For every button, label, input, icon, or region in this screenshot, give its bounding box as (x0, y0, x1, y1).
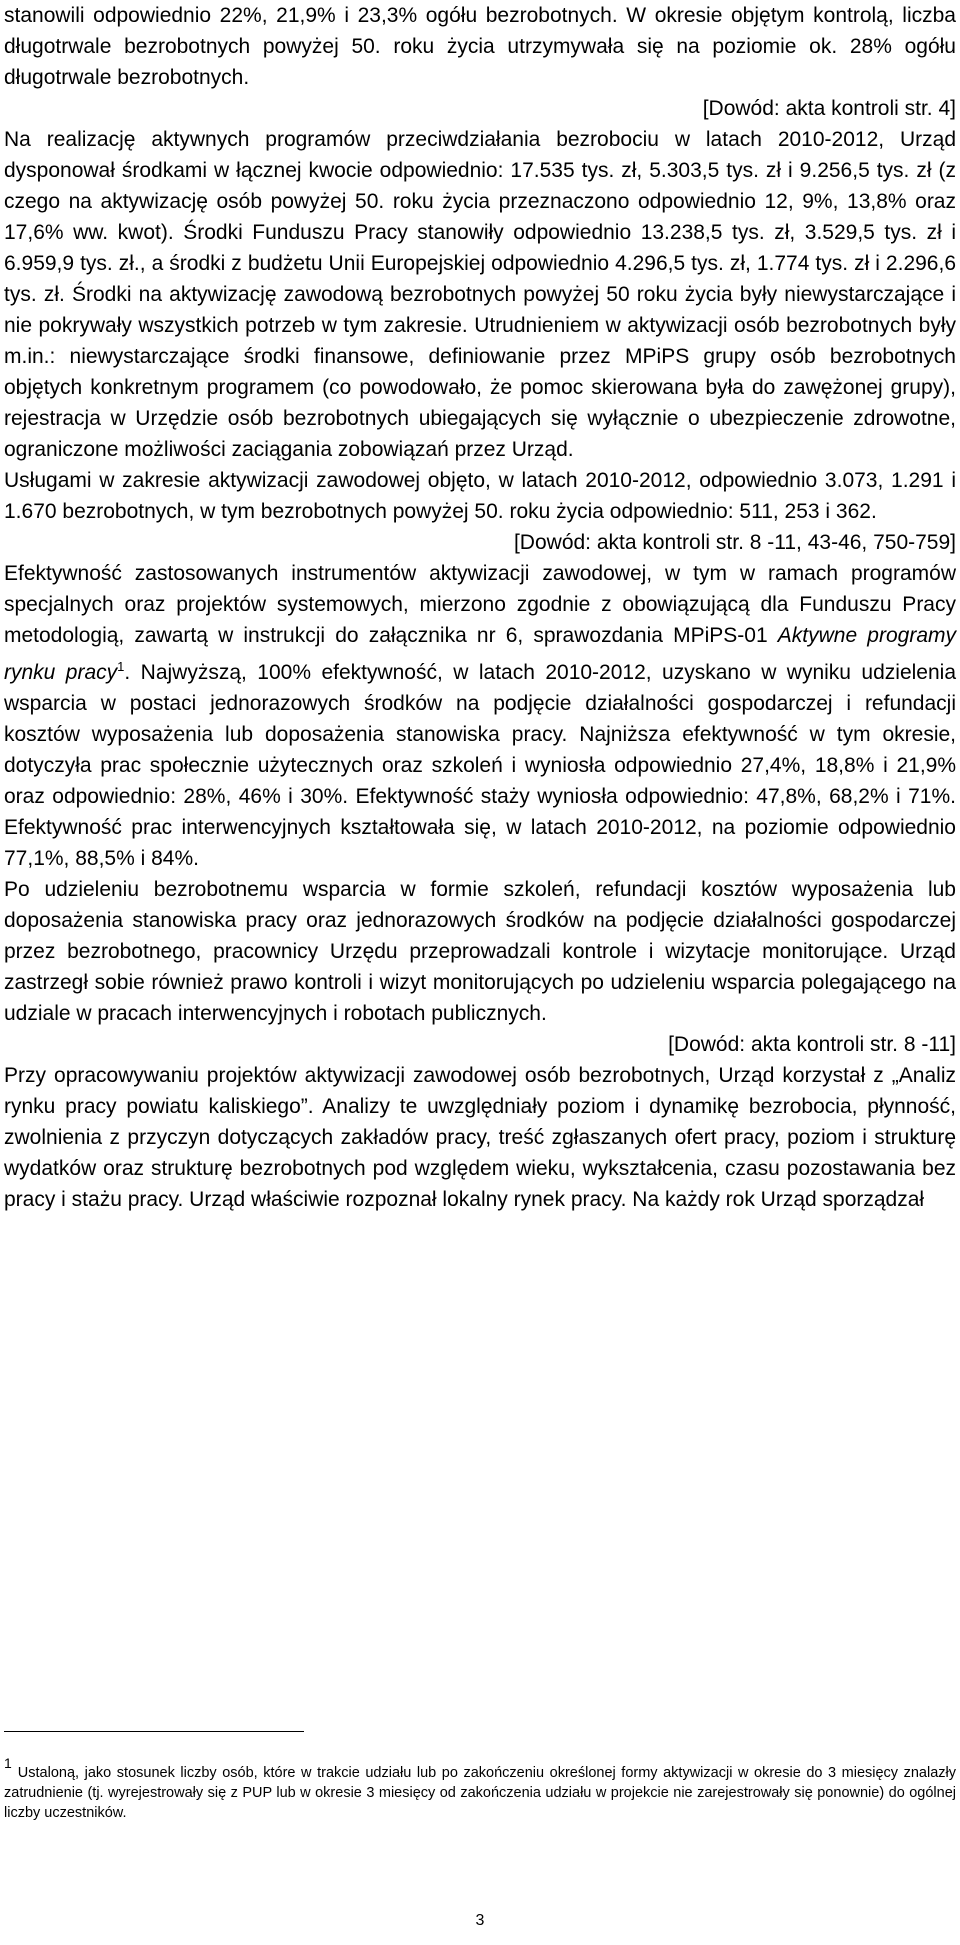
paragraph-services: Usługami w zakresie aktywizacji zawodowej objęto, w latach 2010-2012, odpowiednio 3.073, 1.291 i 1.670 bezrobotnych, w tym bezrobotnych powyżej 50. roku życia odpowiednio: 511, 253 i 362. (4, 469, 956, 523)
footnote-reference: 1 (117, 659, 125, 674)
evidence-reference: [Dowód: akta kontroli str. 8 -11, 43-46, 750-759] (513, 531, 956, 554)
paragraph-funding: Na realizację aktywnych programów przeciwdziałania bezrobociu w latach 2010-2012, Urząd dysponował środkami w łącznej kwocie odpowiednio: 17.535 tys. zł, 5.303,5 tys. zł i 9.256,5 tys. zł (z czego na aktywizację osób powyżej 50. roku życia przeznaczono odpowiednio 12, 9%, 13,8% oraz 17,6% ww. kwot). Środki Funduszu Pracy stanowiły odpowiednio 13.238,5 tys. zł, 3.529,5 tys. zł i 6.959,9 tys. zł., a środki z budżetu Unii Europejskiej odpowiednio 4.296,5 tys. zł, 1.774 tys. zł i 2.296,6 tys. zł. Środki na aktywizację zawodową bezrobotnych powyżej 50 roku życia były niewystarczające i nie pokrywały wszystkich potrzeb w tym zakresie. Utrudnieniem w aktywizacji osób bezrobotnych były m.in.: niewystarczające środki finansowe, definiowanie przez MPiPS grupy osób bezrobotnych objętych konkretnym programem (co powodowało, że pomoc skierowana była do zawężonej grupy), rejestracja w Urzędzie osób bezrobotnych ubiegających się wyłącznie o ubezpieczenie zdrowotne, ograniczone możliwości zaciągania zobowiązań przez Urząd. (4, 128, 956, 461)
footnote (4, 1756, 956, 1823)
footnote-separator (4, 1731, 304, 1732)
paragraph-monitoring: Po udzieleniu bezrobotnemu wsparcia w formie szkoleń, refundacji kosztów wyposażenia lub doposażenia stanowiska pracy oraz jednorazowych środków na podjęcie działalności gospodarczej przez bezrobotnego, pracownicy Urzędu przeprowadzali kontrole i wizytacje monitorujące. Urząd zastrzegł sobie również prawo kontroli i wizyt monitorujących po udzieleniu wsparcia polegającego na udziale w pracach interwencyjnych i robotach publicznych. (4, 878, 956, 1025)
paragraph-labour-market-analysis: Przy opracowywaniu projektów aktywizacji zawodowej osób bezrobotnych, Urząd korzystał z „Analiz rynku pracy powiatu kaliskiego”. Analizy te uwzględniały poziom i dynamikę bezrobocia, płynność, zwolnienia z przyczyn dotyczących zakładów pracy, treść zgłaszanych ofert pracy, poziom i strukturę wydatków oraz strukturę bezrobotnych pod względem wieku, wykształcenia, czasu pozostawania bez pracy i stażu pracy. Urząd właściwie rozpoznał lokalny rynek pracy. Na każdy rok Urząd sporządzał (4, 1064, 956, 1211)
paragraph-effectiveness (4, 558, 956, 874)
footnote-text: Ustaloną, jako stosunek liczby osób, które w trakcie udziału lub po zakończeniu określonej formy aktywizacji w okresie do 3 miesięcy znalazły zatrudnienie (tj. wyrejestrowały się z PUP lub w okresie 3 miesięcy od zakończenia udziału w projekcie nie zarejestrowały się ponownie) do ogólnej liczby uczestników. (4, 1764, 956, 1821)
page-number: 3 (475, 1912, 485, 1929)
report-title: Aktywne programy rynku pracy (4, 624, 956, 684)
footnote-marker: 1 (4, 1755, 12, 1771)
paragraph-text: . Najwyższą, 100% efektywność, w latach 2010-2012, uzyskano w wyniku udzielenia wsparcia w postaci jednorazowych środków na podjęcie działalności gospodarczej i refundacji kosztów wyposażenia lub doposażenia stanowiska pracy. Najniższa efektywność w tym okresie, dotyczyła prac społecznie użytecznych oraz szkoleń i wyniosła odpowiednio 27,4%, 18,8% i 21,9% oraz odpowiednio: 28%, 46% i 30%. Efektywność staży wyniosła odpowiednio: 47,8%, 68,2% i 71%. Efektywność prac interwencyjnych kształtowała się, w latach 2010-2012, na poziomie odpowiednio 77,1%, 88,5% i 84%. (4, 661, 956, 870)
evidence-reference: [Dowód: akta kontroli str. 4] (702, 97, 956, 120)
paragraph-text: Efektywność zastosowanych instrumentów aktywizacji zawodowej, w tym w ramach programów specjalnych oraz projektów systemowych, mierzono zgodnie z obowiązującą dla Funduszu Pracy metodologią, zawartą w instrukcji do załącznika nr 6, sprawozdania MPiPS-01 (4, 562, 956, 647)
evidence-reference: [Dowód: akta kontroli str. 8 -11] (668, 1033, 956, 1056)
paragraph-unemployment-share: stanowili odpowiednio 22%, 21,9% i 23,3% ogółu bezrobotnych. W okresie objętym kontrolą, liczba długotrwale bezrobotnych powyżej 50. roku życia utrzymywała się na poziomie ok. 28% ogółu długotrwale bezrobotnych. (4, 4, 956, 89)
main-text (4, 0, 956, 1215)
